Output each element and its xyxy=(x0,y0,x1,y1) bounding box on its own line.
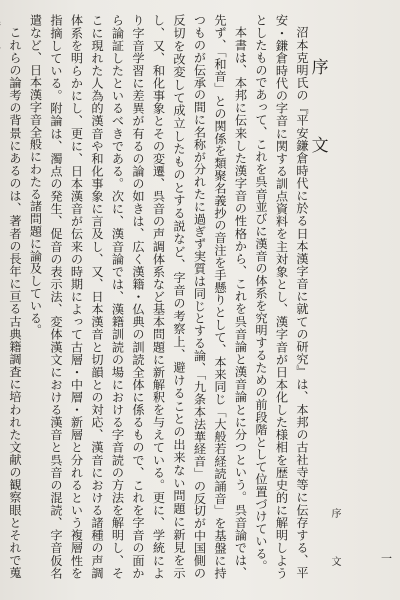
paragraph-3: これらの論考の背景にあるのは、著者の長年に亘る古典籍調査に培われた文献の観察眼とそれで蒐 xyxy=(8,26,22,579)
paragraph-2: 本書は、本邦に伝来した漢字音の性格から、これを呉音論と漢音論とに分つという。呉音論では、先ず、「和音」との関係を類聚名義抄の音注を手懸りとして、本来同じ「大般若経読誦音」を基盤に持つものが伝承の間に名称が分れたに過ぎず実質は同じとする論、「九条本法華経音」の反切が中国側の反切を改変して成立したものとする説など、字音の考察上、避けることの出来ない問題に新見を示し、又、和化事象とその変遷、呉音の声調体系など基本問題に新解釈を与えている。更に、学統により字音学習に差異が有るの論の如きは、広く漢籍・仏典の訓読全体に係るもので、これを字音の面から論証したといるべきである。次に、漢音論では、漢籍訓読の場における字音読の方法を解明し、そこに現れた人為的漢音や和化事象に言及し、又、日本漢音と切韻との対応、漢音における諸種の声調体系を明らかにし、更に、日本漢音が伝来の時期によって古層・中層・新層と分れるという複層性を指摘している。附論は、濁点の発生、促音の表示法、変体漢文における漢音と呉音の混読、字音仮名遣など、日本漢字音全般にわたる諸問題に論及している。 xyxy=(28,14,248,579)
paragraph-1: 沼本克明氏の『平安鎌倉時代に於る日本漢字音に就ての研究』は、本邦の古社寺等に伝存する、平安・鎌倉時代の字音に関する訓点資料を主対象とし、漢字音が日本化した様相を歴史的に解明しようとしたものであって、これを呉音並びに漢音の体系を究明するための前段階として位置づけている。 xyxy=(254,14,309,579)
running-footer-title: 序 文 xyxy=(329,508,340,580)
page-heading: 序 文 xyxy=(307,58,328,175)
body-text xyxy=(2,14,312,579)
page-number: 一 xyxy=(381,552,392,565)
